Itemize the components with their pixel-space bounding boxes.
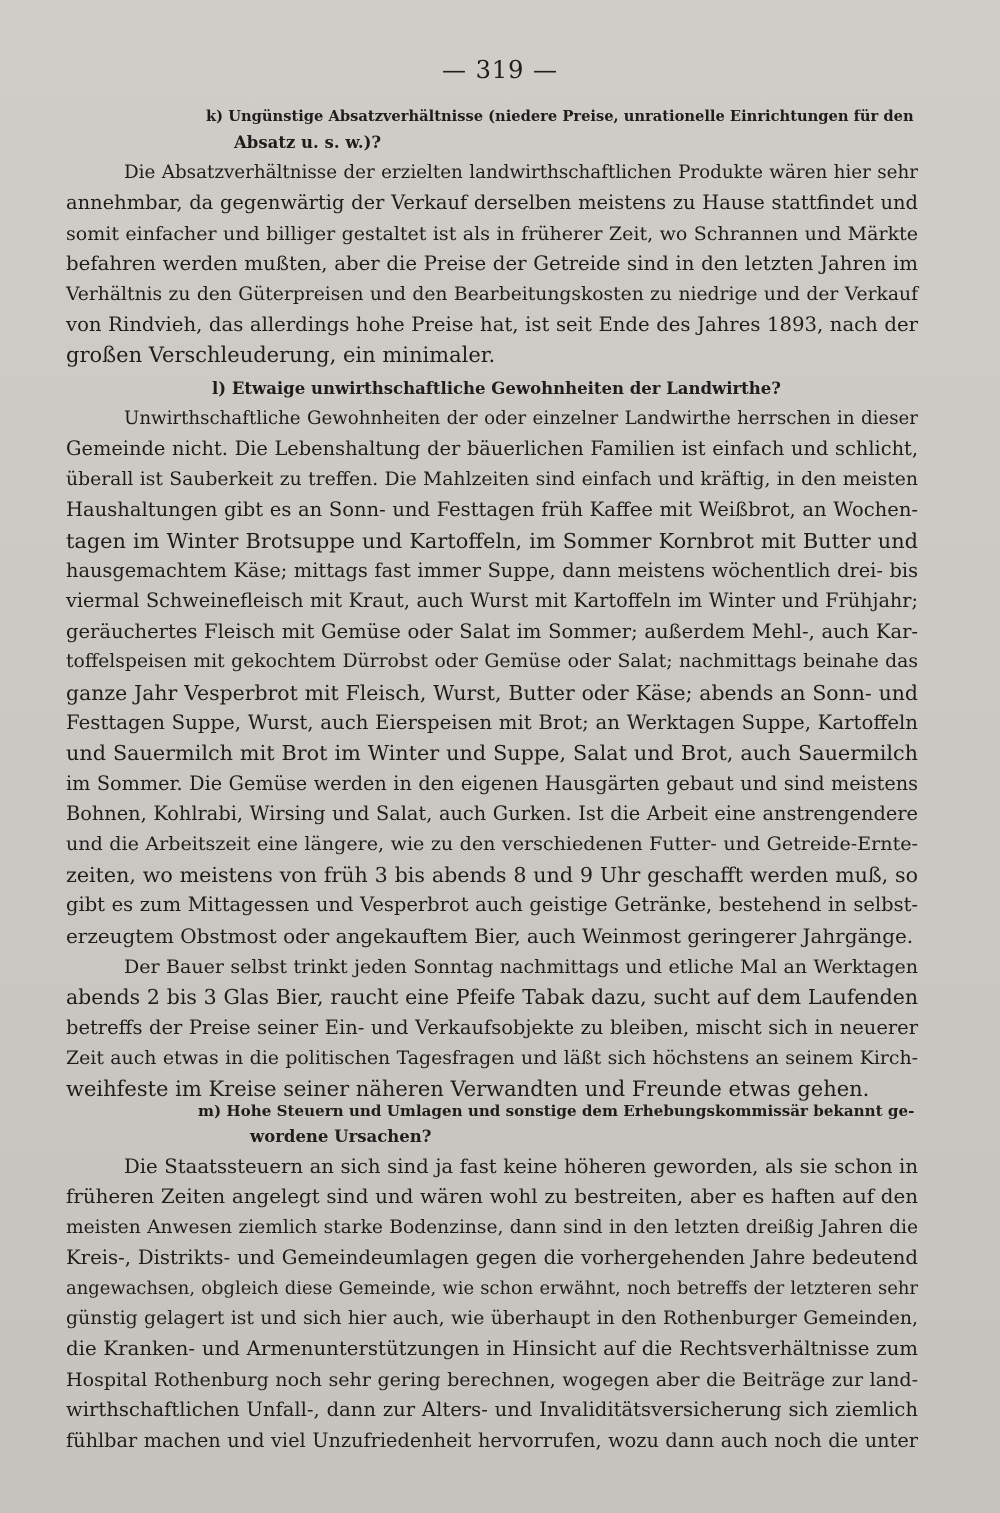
- text-line: meisten Anwesen ziemlich starke Bodenzinse, dann sind in den letzten dreißig Jahren die: [66, 1216, 918, 1238]
- text-line: tagen im Winter Brotsuppe und Kartoffeln, im Sommer Kornbrot mit Butter und: [66, 528, 918, 553]
- text-line: viermal Schweinefleisch mit Kraut, auch Wurst mit Kartoffeln im Winter und Frühjahr;: [66, 589, 918, 613]
- text-line: wirthschaftlichen Unfall-, dann zur Alters- und Invaliditätsversicherung sich ziemlich: [66, 1398, 918, 1422]
- page-number: — 319 —: [441, 56, 559, 84]
- text-line: Der Bauer selbst trinkt jeden Sonntag nachmittags und etliche Mal an Werktagen: [124, 956, 918, 978]
- text-line: Die Absatzverhältnisse der erzielten landwirthschaftlichen Produkte wären hier sehr: [124, 162, 918, 183]
- text-line: früheren Zeiten angelegt sind und wären wohl zu bestreiten, aber es haften auf den: [66, 1185, 918, 1209]
- section-l-paragraph-2: [66, 952, 918, 1104]
- text-line: Festtagen Suppe, Wurst, auch Eierspeisen mit Brot; an Werktagen Suppe, Kartoffeln: [66, 710, 918, 734]
- text-line: somit einfacher und billiger gestaltet ist als in früherer Zeit, wo Schrannen und Märkte: [66, 222, 918, 245]
- heading-line: m) Hohe Steuern und Umlagen und sonstige dem Erhebungskommissär bekannt ge-: [198, 1102, 915, 1120]
- text-line: Kreis-, Distrikts- und Gemeindeumlagen gegen die vorhergehenden Jahre bedeutend: [66, 1246, 918, 1270]
- section-k-heading: [206, 104, 918, 156]
- text-line: geräuchertes Fleisch mit Gemüse oder Salat im Sommer; außerdem Mehl-, auch Kar-: [66, 619, 918, 643]
- text-line: ganze Jahr Vesperbrot mit Fleisch, Wurst, Butter oder Käse; abends an Sonn- und: [66, 680, 918, 705]
- text-line: großen Verschleuderung, ein minimaler.: [66, 343, 496, 368]
- text-line: Die Staatssteuern an sich sind ja fast keine höheren geworden, als sie schon in: [124, 1155, 918, 1178]
- text-line: Hospital Rothenburg noch sehr gering berechnen, wogegen aber die Beiträge zur land-: [66, 1368, 918, 1391]
- text-line: Haushaltungen gibt es an Sonn- und Festtagen früh Kaffee mit Weißbrot, an Wochen-: [66, 498, 918, 522]
- heading-line: k) Ungünstige Absatzverhältnisse (niedere Preise, unrationelle Einrichtungen für den: [206, 108, 914, 125]
- text-line: betreffs der Preise seiner Ein- und Verkaufsobjekte zu bleiben, mischt sich in neuerer: [66, 1015, 918, 1039]
- heading-line: wordene Ursachen?: [250, 1127, 432, 1146]
- text-line: fühlbar machen und viel Unzufriedenheit hervorrufen, wozu dann auch noch die unter: [66, 1428, 918, 1452]
- section-m-paragraph: [66, 1152, 918, 1456]
- text-line: Bohnen, Kohlrabi, Wirsing und Salat, auch Gurken. Ist die Arbeit eine anstrengendere: [66, 802, 918, 826]
- text-line: erzeugtem Obstmost oder angekauftem Bier, auch Weinmost geringerer Jahrgänge.: [66, 923, 914, 948]
- text-line: abends 2 bis 3 Glas Bier, raucht eine Pfeife Tabak dazu, sucht auf dem Laufenden: [66, 985, 918, 1010]
- heading-line: Absatz u. s. w.)?: [234, 133, 382, 152]
- text-line: die Kranken- und Armenunterstützungen in Hinsicht auf die Rechtsverhältnisse zum: [66, 1337, 918, 1361]
- text-line: und Sauermilch mit Brot im Winter und Suppe, Salat und Brot, auch Sauermilch: [66, 741, 918, 766]
- text-line: Gemeinde nicht. Die Lebenshaltung der bäuerlichen Familien ist einfach und schlicht,: [66, 437, 918, 461]
- text-line: toffelspeisen mit gekochtem Dürrobst oder Gemüse oder Salat; nachmittags beinahe das: [66, 651, 918, 673]
- text-line: Verhältnis zu den Güterpreisen und den Bearbeitungskosten zu niedrige und der Verkauf: [66, 283, 918, 305]
- text-line: günstig gelagert ist und sich hier auch, wie überhaupt in den Rothenburger Gemeinden,: [66, 1307, 918, 1329]
- text-line: überall ist Sauberkeit zu treffen. Die Mahlzeiten sind einfach und kräftig, in den meisten: [66, 468, 918, 490]
- text-line: weihfeste im Kreise seiner näheren Verwandten und Freunde etwas gehen.: [66, 1076, 870, 1101]
- text-line: Unwirthschaftliche Gewohnheiten der oder einzelner Landwirthe herrschen in dieser: [124, 408, 918, 429]
- text-line: gibt es zum Mittagessen und Vesperbrot auch geistige Getränke, bestehend in selbst-: [66, 893, 918, 917]
- text-line: im Sommer. Die Gemüse werden in den eigenen Hausgärten gebaut und sind meistens: [66, 771, 918, 795]
- section-l-paragraph-1: [66, 404, 918, 951]
- text-line: von Rindvieh, das allerdings hohe Preise hat, ist seit Ende des Jahres 1893, nach der: [66, 312, 918, 336]
- text-line: befahren werden mußten, aber die Preise der Getreide sind in den letzten Jahren im: [66, 252, 918, 276]
- section-l-heading: [212, 376, 918, 402]
- text-line: und die Arbeitszeit eine längere, wie zu den verschiedenen Futter- und Getreide-Ernte-: [66, 833, 918, 856]
- text-line: annehmbar, da gegenwärtig der Verkauf derselben meistens zu Hause stattfindet und: [66, 191, 918, 215]
- text-line: hausgemachtem Käse; mittags fast immer Suppe, dann meistens wöchentlich drei- bis: [66, 558, 918, 582]
- text-line: angewachsen, obgleich diese Gemeinde, wie schon erwähnt, noch betreffs der letzteren sehr: [66, 1277, 918, 1299]
- text-line: zeiten, wo meistens von früh 3 bis abends 8 und 9 Uhr geschafft werden muß, so: [66, 862, 918, 887]
- heading-line: l) Etwaige unwirthschaftliche Gewohnheiten der Landwirthe?: [212, 379, 781, 398]
- section-m-heading: [198, 1098, 918, 1150]
- section-k-paragraph: [66, 158, 918, 371]
- text-line: Zeit auch etwas in die politischen Tagesfragen und läßt sich höchstens an seinem Kirch-: [66, 1047, 918, 1070]
